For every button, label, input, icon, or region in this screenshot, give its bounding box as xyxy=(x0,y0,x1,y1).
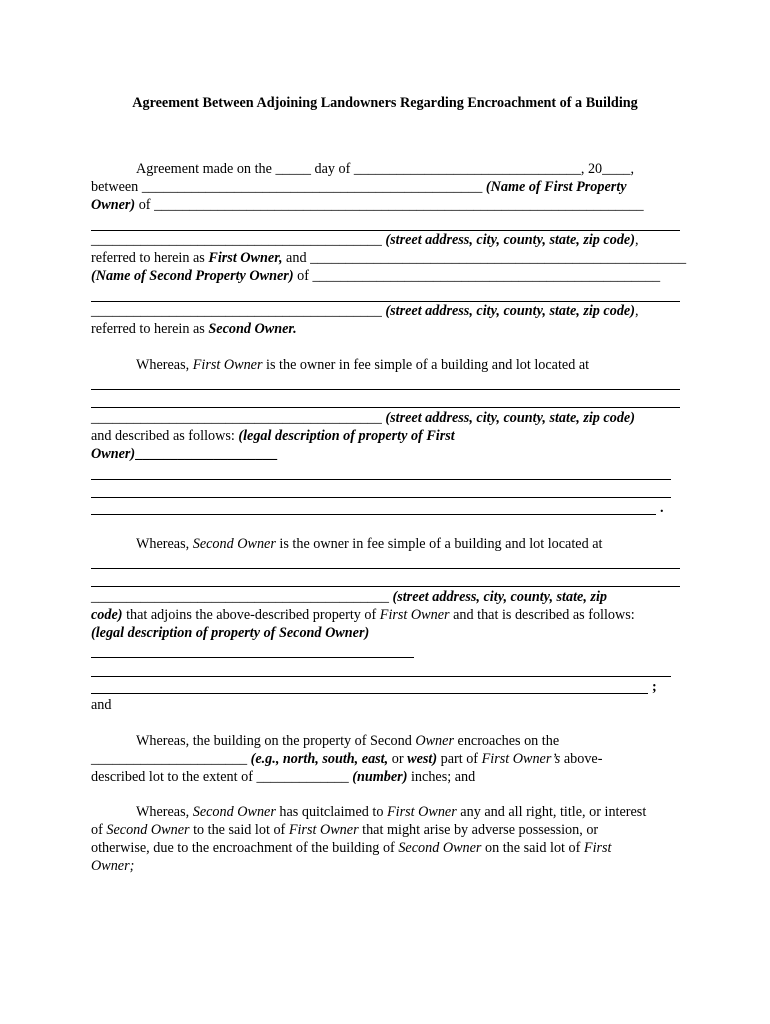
p1-blank-rule-2 xyxy=(91,301,680,302)
p2-legal-rule-3 xyxy=(91,514,656,515)
p3-line-4: __________________________________________ (street address, city, county, state, zip xyxy=(91,589,607,605)
p3-line-5: code) that adjoins the above-described property of First Owner and that is described as follows: xyxy=(91,607,635,623)
p2-blank-rule-1 xyxy=(91,389,680,390)
p2-legal-rule-1 xyxy=(91,479,671,480)
p2-blank-rule-2 xyxy=(91,407,680,408)
p2-line-6: Owner)____________________ xyxy=(91,446,278,462)
p2-legal-rule-2 xyxy=(91,497,671,498)
p3-line-6: (legal description of property of Second Owner) xyxy=(91,625,370,641)
p1-blank-rule xyxy=(91,230,680,231)
p1-line-1: Agreement made on the _____ day of ________________________________, 20____, xyxy=(136,161,635,177)
p2-line-5: and described as follows: (legal description of property of First xyxy=(91,428,455,444)
p1-line-10: referred to herein as Second Owner. xyxy=(91,321,297,337)
p5-line-2: of Second Owner to the said lot of First Owner that might arise by adverse possession, or xyxy=(91,822,599,838)
p2-period: . xyxy=(660,500,664,516)
p1-line-7: (Name of Second Property Owner) of _________________________________________________ xyxy=(91,268,661,284)
document-title: Agreement Between Adjoining Landowners Regarding Encroachment of a Building xyxy=(132,95,638,111)
p1-line-2: between ________________________________________________ (Name of First Property xyxy=(91,179,627,195)
p3-line-1: Whereas, Second Owner is the owner in fee simple of a building and lot located at xyxy=(136,536,603,552)
p3-blank-rule-1 xyxy=(91,568,680,569)
p1-line-9: _________________________________________ (street address, city, county, state, zip code), xyxy=(91,303,639,319)
p1-line-6: referred to herein as First Owner, and _____________________________________________________ xyxy=(91,250,687,266)
p5-line-1: Whereas, Second Owner has quitclaimed to First Owner any and all right, title, or interest xyxy=(136,804,647,820)
p5-line-4: Owner; xyxy=(91,858,135,874)
p1-line-5: _________________________________________ (street address, city, county, state, zip code), xyxy=(91,232,639,248)
p3-blank-rule-2 xyxy=(91,586,680,587)
p4-line-3: described lot to the extent of _____________ (number) inches; and xyxy=(91,769,476,785)
p5-line-3: otherwise, due to the encroachment of the building of Second Owner on the said lot of First xyxy=(91,840,612,856)
p3-legal-rule-3 xyxy=(91,693,648,694)
p4-line-1: Whereas, the building on the property of Second Owner encroaches on the xyxy=(136,733,560,749)
p3-legal-rule-2 xyxy=(91,676,671,677)
p3-semicolon: ; xyxy=(652,679,657,695)
p2-line-1: Whereas, First Owner is the owner in fee simple of a building and lot located at xyxy=(136,357,590,373)
p3-legal-rule-1 xyxy=(91,657,414,658)
p3-line-9: and xyxy=(91,697,112,713)
p4-line-2: ______________________ (e.g., north, south, east, or west) part of First Owner’s above- xyxy=(91,751,603,767)
p1-line-3: Owner) of _____________________________________________________________________ xyxy=(91,197,644,213)
p2-line-4: _________________________________________ (street address, city, county, state, zip code) xyxy=(91,410,635,426)
